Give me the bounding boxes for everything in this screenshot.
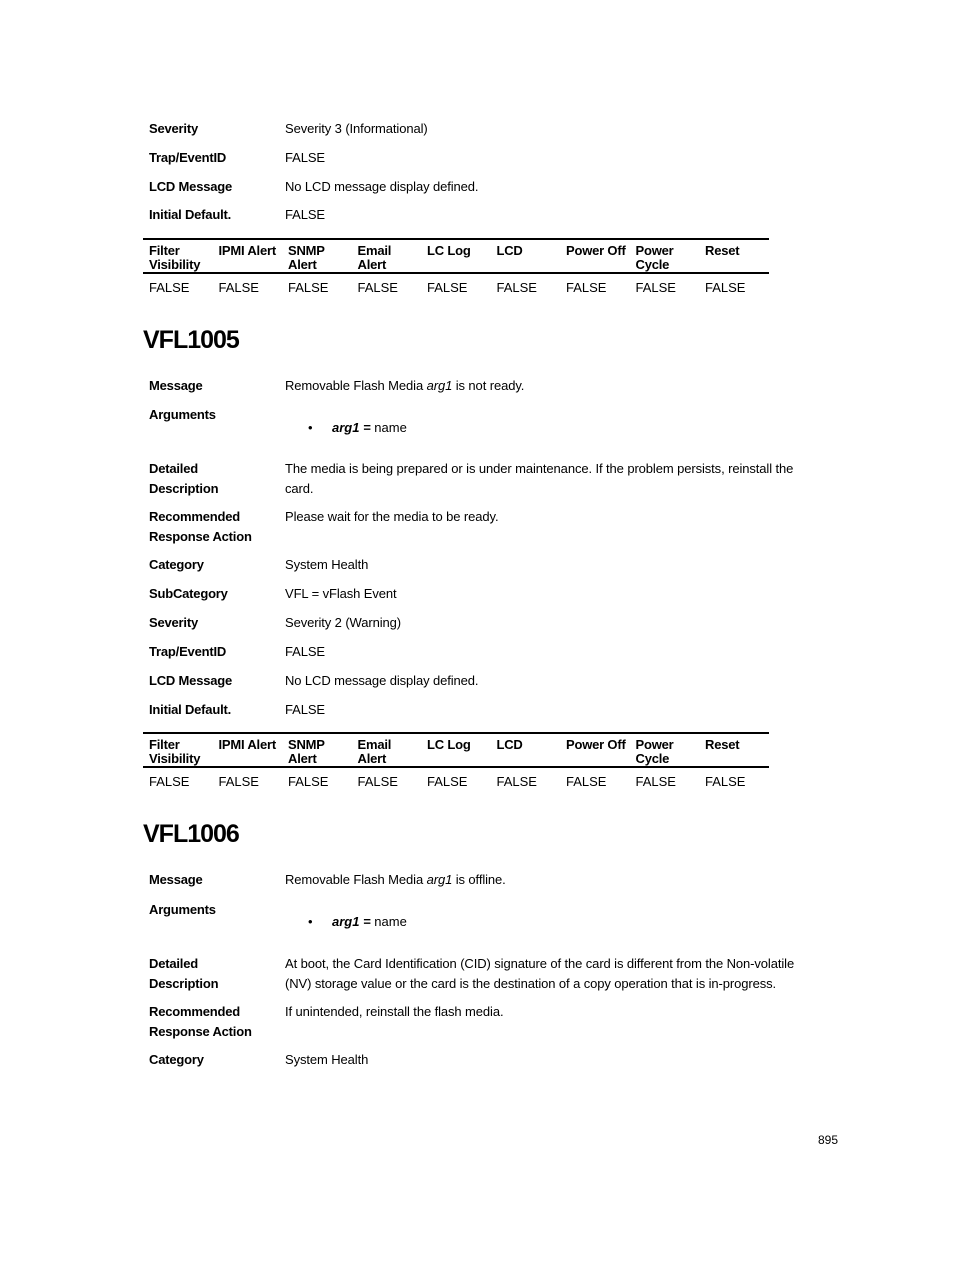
label-trap: Trap/EventID (149, 150, 227, 165)
table-cell: FALSE (496, 774, 537, 789)
table-header-cell: Filter Visibility (149, 243, 201, 272)
prop-trap (149, 148, 819, 168)
label-severity: Severity (149, 615, 198, 630)
prop-lcd (149, 671, 819, 691)
table-cell: FALSE (705, 774, 746, 789)
value-trap: FALSE (285, 150, 325, 165)
prop-arguments (149, 900, 819, 920)
table-header-cell: IPMI Alert (218, 737, 276, 752)
value-detailed-description: At boot, the Card Identification (CID) signature of the card is different from the Non-volatile (NV) storage value or the card is the destination of a copy operation that is in-progress. (285, 956, 795, 991)
label-lcd: LCD Message (149, 673, 233, 688)
table-header-cell: LC Log (427, 243, 471, 258)
value-severity: Severity 2 (Warning) (285, 615, 401, 630)
value-severity: Severity 3 (Informational) (285, 121, 428, 136)
value-initial-default: FALSE (285, 702, 325, 717)
prop-recommended-response (149, 507, 819, 547)
table-header-cell: Email Alert (357, 737, 392, 766)
value-recommended-response: Please wait for the media to be ready. (285, 509, 499, 524)
label-recommended-response: Recommended Response Action (149, 1004, 252, 1039)
label-message: Message (149, 872, 203, 887)
prop-subcategory (149, 584, 819, 604)
table-header-cell: Email Alert (357, 243, 392, 272)
prop-category (149, 555, 819, 575)
prop-message (149, 376, 819, 396)
table-cell: FALSE (288, 280, 329, 295)
table-header-cell: Power Cycle (635, 243, 674, 272)
prop-trap (149, 642, 819, 662)
section-title-vfl1006: VFL1006 (143, 820, 239, 848)
table-cell: FALSE (149, 280, 190, 295)
alert-table-top (143, 238, 769, 296)
table-cell: FALSE (496, 280, 537, 295)
table-cell: FALSE (427, 280, 468, 295)
prop-lcd (149, 177, 819, 197)
prop-detailed-description (149, 459, 819, 499)
value-subcategory: VFL = vFlash Event (285, 586, 397, 601)
label-subcategory: SubCategory (149, 586, 228, 601)
value-lcd: No LCD message display defined. (285, 673, 479, 688)
label-message: Message (149, 378, 203, 393)
label-initial-default: Initial Default. (149, 702, 232, 717)
table-cell: FALSE (218, 774, 259, 789)
alert-table-vfl1005 (143, 732, 769, 790)
label-category: Category (149, 1052, 204, 1067)
label-recommended-response: Recommended Response Action (149, 509, 252, 544)
label-initial-default: Initial Default. (149, 207, 232, 222)
table-header-cell: Power Cycle (635, 737, 674, 766)
table-cell: FALSE (149, 774, 190, 789)
table-header-cell: Reset (705, 737, 740, 752)
prop-message (149, 870, 819, 890)
prop-initial-default (149, 205, 819, 225)
label-severity: Severity (149, 121, 198, 136)
label-category: Category (149, 557, 204, 572)
table-header-cell: SNMP Alert (288, 243, 325, 272)
page-number: 895 (818, 1133, 839, 1147)
table-header-cell: Filter Visibility (149, 737, 201, 766)
table-header-cell: Power Off (566, 737, 626, 752)
label-trap: Trap/EventID (149, 644, 227, 659)
section-title-vfl1005: VFL1005 (143, 326, 239, 354)
label-arguments: Arguments (149, 902, 216, 917)
value-recommended-response: If unintended, reinstall the flash media. (285, 1004, 504, 1019)
table-cell: FALSE (218, 280, 259, 295)
table-header-cell: LC Log (427, 737, 471, 752)
table-header-cell: LCD (496, 243, 523, 258)
prop-recommended-response (149, 1002, 819, 1042)
value-initial-default: FALSE (285, 207, 325, 222)
table-cell: FALSE (566, 280, 607, 295)
table-header-cell: IPMI Alert (218, 243, 276, 258)
table-header (143, 732, 769, 768)
table-header-cell: LCD (496, 737, 523, 752)
table-cell: FALSE (635, 774, 676, 789)
table-cell: FALSE (357, 774, 398, 789)
value-message: Removable Flash Media arg1 is offline. (285, 872, 506, 887)
value-trap: FALSE (285, 644, 325, 659)
prop-severity (149, 613, 819, 633)
prop-severity (149, 119, 819, 139)
bullet: • (308, 420, 313, 435)
argument-item: • arg1 = name (308, 418, 407, 438)
prop-initial-default (149, 700, 819, 720)
table-header (143, 238, 769, 274)
table-header-cell: Power Off (566, 243, 626, 258)
table-cell: FALSE (635, 280, 676, 295)
table-cell: FALSE (357, 280, 398, 295)
label-arguments: Arguments (149, 407, 216, 422)
value-category: System Health (285, 557, 369, 572)
value-lcd: No LCD message display defined. (285, 179, 479, 194)
label-detailed-description: Detailed Description (149, 956, 219, 991)
table-cell: FALSE (288, 774, 329, 789)
bullet: • (308, 914, 313, 929)
label-lcd: LCD Message (149, 179, 233, 194)
table-cell: FALSE (427, 774, 468, 789)
argument-item: • arg1 = name (308, 912, 407, 932)
table-header-cell: Reset (705, 243, 740, 258)
table-cell: FALSE (705, 280, 746, 295)
value-message: Removable Flash Media arg1 is not ready. (285, 378, 525, 393)
prop-category (149, 1050, 819, 1070)
label-detailed-description: Detailed Description (149, 461, 219, 496)
value-category: System Health (285, 1052, 369, 1067)
table-row (143, 768, 769, 790)
table-header-cell: SNMP Alert (288, 737, 325, 766)
table-row (143, 274, 769, 296)
table-cell: FALSE (566, 774, 607, 789)
prop-arguments (149, 405, 819, 425)
value-detailed-description: The media is being prepared or is under maintenance. If the problem persists, reinstall the card. (285, 461, 794, 496)
prop-detailed-description (149, 954, 819, 994)
